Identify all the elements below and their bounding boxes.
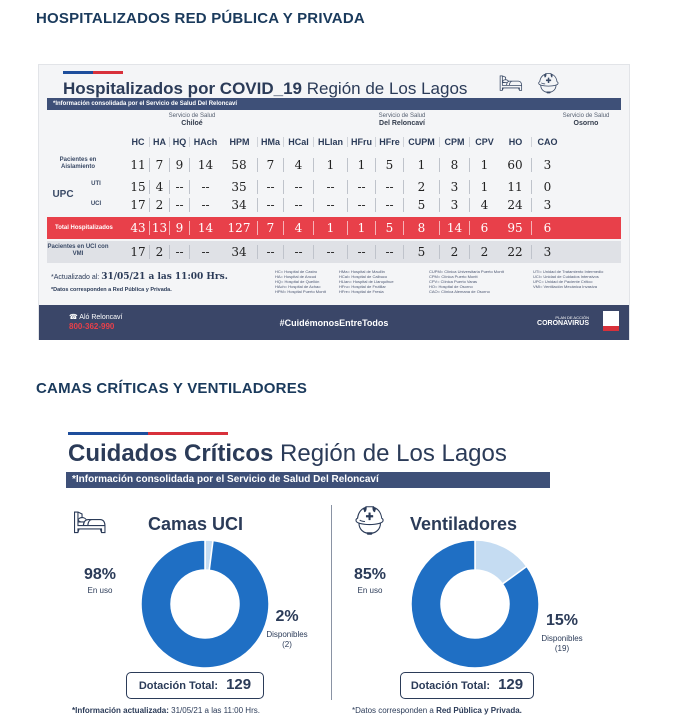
panel-divider	[331, 505, 332, 700]
row-label-uci: UCI	[90, 201, 102, 207]
cell-total-hq: 9	[169, 221, 189, 235]
cell-uti-hma: --	[257, 180, 283, 194]
legend-col-3: CUPM= Clínica Universitaria Puerto Montt CPM= Clínica Puerto Montt CPV= Clínica Puerto Varas HO= Hospital de Osorno CAO= Clínica Alemana de Osorno	[429, 269, 504, 294]
cell-uti-cupm: 2	[403, 180, 439, 194]
cell-uci-hfru: --	[347, 198, 375, 212]
row-label-aislamiento: Pacientes en Aislamiento	[59, 157, 97, 170]
cell-vmi-ha: 2	[149, 245, 169, 259]
cell-uci-hfre: --	[375, 198, 403, 212]
group-reloncavi: Servicio de Salud Del Reloncaví	[378, 113, 426, 127]
column-header-hcal: HCal	[283, 137, 313, 147]
cell-aislamiento-ha: 7	[149, 158, 169, 172]
column-header-ho: HO	[508, 137, 523, 147]
legend-col-1: HC= Hospital de Castro HA= Hospital de Ancud HQ= Hospital de Quellón HAch= Hospital de Achao HPM= Hospital Puerto Montt	[275, 269, 326, 294]
column-header-hq: HQ	[169, 137, 189, 147]
cell-vmi-cao: 3	[531, 245, 563, 259]
cell-total-cupm: 8	[403, 221, 439, 235]
cell-uci-hq: --	[169, 198, 189, 212]
column-header-hpm: HPM	[229, 137, 250, 147]
column-header-ha: HA	[149, 137, 169, 147]
cell-uci-hach: --	[189, 198, 221, 212]
column-header-hfre: HFre	[375, 137, 403, 147]
hashtag: #CuidémonosEntreTodos	[279, 318, 389, 328]
government-crest-icon	[603, 311, 619, 331]
camas-title: Camas UCI	[148, 514, 244, 534]
cell-vmi-hach: --	[189, 245, 221, 259]
column-header-cao: CAO	[531, 137, 563, 147]
cell-uti-hcal: --	[283, 180, 313, 194]
cell-uti-cao: 0	[531, 180, 563, 194]
cell-vmi-hcal: --	[283, 245, 313, 259]
hospital-bed-icon: 🛏	[72, 507, 108, 538]
cell-uci-hcal: --	[283, 198, 313, 212]
column-header-cupm: CUPM	[403, 137, 439, 147]
column-header-hc: HC	[131, 137, 145, 147]
cell-total-hllan: 1	[313, 221, 347, 235]
table-row-aislamiento	[127, 158, 563, 172]
camas-used-label: En uso	[87, 586, 113, 595]
cell-vmi-cpv: 2	[469, 245, 499, 259]
cell-total-cao: 6	[531, 221, 563, 235]
table-row-uci	[127, 198, 563, 212]
cell-vmi-hfre: --	[375, 245, 403, 259]
legend-col-2: HMa= Hospital de Maullín HCal= Hospital de Calbuco HLlan= Hospital de Llanquihue HFru= Hospital de Frutillar HFre= Hospital de Fresia	[339, 269, 394, 294]
bed-and-ventilator-icons: 🛏⛑	[498, 73, 573, 95]
column-header-hfru: HFru	[347, 137, 375, 147]
cell-uti-ho: 11	[507, 180, 523, 194]
cell-vmi-ho: 22	[507, 245, 523, 259]
cell-vmi-hfru: --	[347, 245, 375, 259]
cell-total-hach: 14	[189, 221, 221, 235]
update-notes: *Actualizado al: 31/05/21 a las 11:00 Hrs. *Datos corresponden a Red Pública y Privada.	[51, 272, 228, 293]
camas-free-pct: 2%	[275, 608, 299, 625]
cell-aislamiento-ho: 60	[507, 158, 523, 172]
cell-total-ho: 95	[507, 221, 523, 235]
cell-uci-hma: --	[257, 198, 283, 212]
cell-total-cpv: 6	[469, 221, 499, 235]
cell-vmi-cpm: 2	[439, 245, 469, 259]
cell-aislamiento-cpv: 1	[469, 158, 499, 172]
cell-uti-cpm: 3	[439, 180, 469, 194]
cell-uti-hllan: --	[313, 180, 347, 194]
camas-donut-chart	[130, 538, 280, 670]
cell-uti-hfru: --	[347, 180, 375, 194]
row-label-upc: UPC	[52, 189, 74, 200]
ventilator-icon: ⛑	[352, 505, 388, 536]
cell-uci-hpm: 34	[231, 198, 247, 212]
cell-total-hma: 7	[257, 221, 283, 235]
card-footer	[39, 305, 629, 340]
group-chiloe: Servicio de Salud Chiloé	[168, 113, 216, 127]
column-header-hach: HAch	[189, 137, 221, 147]
cell-aislamiento-hc: 11	[130, 158, 146, 172]
camas-used-pct: 98%	[83, 566, 117, 583]
cell-aislamiento-hma: 7	[257, 158, 283, 172]
cell-uti-hpm: 35	[231, 180, 247, 194]
column-header-hllan: HLlan	[313, 137, 347, 147]
critical-data-note: *Datos corresponden a Red Pública y Privada.	[352, 706, 522, 715]
column-header-cpv: CPV	[469, 137, 499, 147]
cell-uci-cpv: 4	[469, 198, 499, 212]
cell-aislamiento-cupm: 1	[403, 158, 439, 172]
camas-used-slice	[141, 540, 269, 668]
legend-col-4: UTI= Unidad de Tratamiento Intermedio UCI= Unidad de Cuidados Intensivos UPC= Unidad de Paciente Crítico VMI= Ventilación Mecánica Invasiva	[533, 269, 604, 289]
column-headers	[127, 137, 563, 147]
cell-aislamiento-hllan: 1	[313, 158, 347, 172]
phone-icon: ☎	[69, 314, 78, 321]
cell-uti-hach: --	[189, 180, 221, 194]
column-header-cpm: CPM	[439, 137, 469, 147]
info-bar: *Información consolidada por el Servicio de Salud Del Reloncaví	[47, 98, 621, 110]
table-row-uti	[127, 180, 563, 194]
vent-used-label: En uso	[357, 586, 383, 595]
chile-flag-stripe	[63, 71, 123, 74]
ala-reloncavi: ☎ Aló Reloncaví 800-362-990	[69, 314, 123, 331]
critical-info-bar: *Información consolidada por el Servicio de Salud Del Reloncaví	[66, 472, 550, 488]
group-osorno: Servicio de Salud Osorno	[562, 113, 610, 127]
cell-aislamiento-hach: 14	[189, 158, 221, 172]
cell-uci-cupm: 5	[403, 198, 439, 212]
cell-aislamiento-hq: 9	[169, 158, 189, 172]
table-row-total	[127, 221, 563, 235]
cell-vmi-hma: --	[257, 245, 283, 259]
critical-title: Cuidados Críticos Región de Los Lagos	[68, 440, 507, 467]
cell-total-ha: 13	[149, 221, 169, 235]
cell-uci-cpm: 3	[439, 198, 469, 212]
cell-aislamiento-cao: 3	[531, 158, 563, 172]
total-hospitalizados-band: Total Hospitalizados	[47, 217, 621, 239]
cell-uci-hllan: --	[313, 198, 347, 212]
cell-total-hpm: 127	[227, 221, 251, 235]
row-label-vmi: Pacientes en UCI con VMI	[47, 244, 109, 257]
cell-uci-hc: 17	[130, 198, 146, 212]
cell-total-hcal: 4	[283, 221, 313, 235]
section-title-camas: CAMAS CRÍTICAS Y VENTILADORES	[36, 380, 308, 397]
cell-uti-cpv: 1	[469, 180, 499, 194]
cell-aislamiento-hcal: 4	[283, 158, 313, 172]
camas-free-label: Disponibles (2)	[266, 630, 308, 649]
vent-free-pct: 15%	[545, 612, 579, 629]
section-title-hospitalizados: HOSPITALIZADOS RED PÚBLICA Y PRIVADA	[36, 10, 365, 27]
camas-total-box: Dotación Total: 129	[126, 672, 264, 699]
cell-uci-ha: 2	[149, 198, 169, 212]
row-label-uti: UTI	[91, 181, 101, 187]
table-row-vmi	[127, 245, 563, 259]
column-header-hma: HMa	[257, 137, 283, 147]
hospitalizados-card	[38, 64, 630, 340]
cell-vmi-hllan: --	[313, 245, 347, 259]
cell-uti-hfre: --	[375, 180, 403, 194]
cell-uti-ha: 4	[149, 180, 169, 194]
cell-total-cpm: 14	[439, 221, 469, 235]
cell-aislamiento-hfru: 1	[347, 158, 375, 172]
vent-used-pct: 85%	[353, 566, 387, 583]
chile-flag-stripe-2	[68, 432, 228, 435]
cell-vmi-hpm: 34	[231, 245, 247, 259]
critical-update-note: *Información actualizada: 31/05/21 a las 11:00 Hrs.	[72, 706, 260, 715]
cell-uti-hc: 15	[130, 180, 146, 194]
coronavirus-logo: PLAN DE ACCIÓN CORONAVIRUS	[537, 315, 589, 327]
cell-uci-ho: 24	[507, 198, 523, 212]
cell-uci-cao: 3	[531, 198, 563, 212]
cell-aislamiento-hfre: 5	[375, 158, 403, 172]
vent-free-label: Disponibles (19)	[541, 634, 583, 653]
card-title: Hospitalizados por COVID_19 Región de Los Lagos	[63, 79, 468, 98]
cell-aislamiento-cpm: 8	[439, 158, 469, 172]
cell-vmi-hc: 17	[130, 245, 146, 259]
cell-uti-hq: --	[169, 180, 189, 194]
cell-total-hc: 43	[130, 221, 146, 235]
cell-total-hfre: 5	[375, 221, 403, 235]
cell-aislamiento-hpm: 58	[231, 158, 247, 172]
vent-total-box: Dotación Total: 129	[400, 672, 534, 699]
cell-vmi-cupm: 5	[403, 245, 439, 259]
vent-donut-chart	[400, 538, 550, 670]
vent-title: Ventiladores	[410, 514, 518, 534]
cell-total-hfru: 1	[347, 221, 375, 235]
cell-vmi-hq: --	[169, 245, 189, 259]
